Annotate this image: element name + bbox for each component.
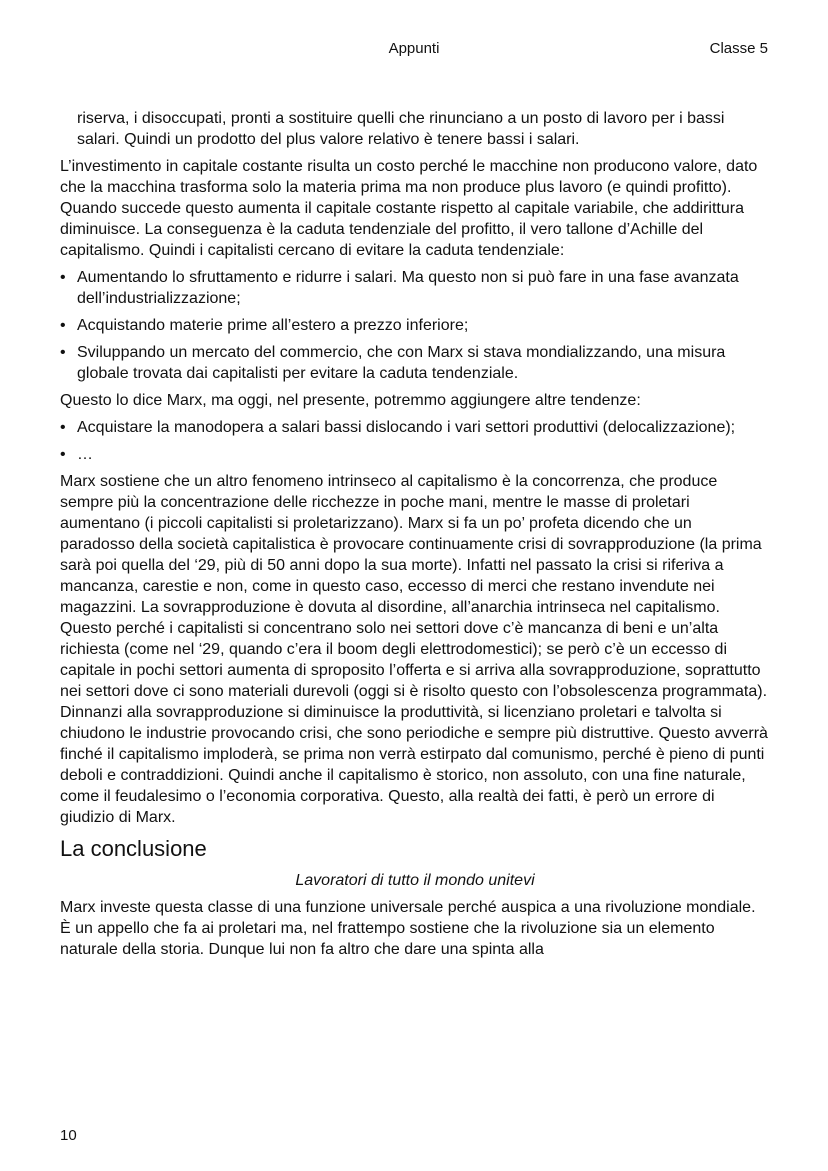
list-item-text: Sviluppando un mercato del commercio, che con Marx si stava mondializzando, una misura globale trovata dai capitalisti per evitare la caduta tendenziale. (77, 344, 726, 382)
bullet-icon: • (60, 269, 66, 286)
bullet-list-capitalist-strategies (60, 267, 770, 384)
bullet-icon: • (60, 344, 66, 361)
bullet-list-modern-tendencies (60, 417, 770, 465)
list-item-text: Acquistare la manodopera a salari bassi dislocando i vari settori produttivi (delocalizzazione); (77, 419, 736, 436)
list-item (60, 315, 770, 336)
list-item (60, 444, 770, 465)
continued-list-item-text: riserva, i disoccupati, pronti a sostituire quelli che rinunciano a un posto di lavoro per i bassi salari. Quindi un prodotto del plus valore relativo è tenere bassi i salari. (77, 110, 725, 148)
list-item-text: Aumentando lo sfruttamento e ridurre i salari. Ma questo non si può fare in una fase avanzata dell’industrializzazione; (77, 269, 739, 307)
list-item (60, 267, 770, 309)
bullet-icon: • (60, 317, 66, 334)
paragraph-modern-tendencies: Questo lo dice Marx, ma oggi, nel presente, potremmo aggiungere altre tendenze: (60, 392, 641, 409)
header-class-label: Classe 5 (709, 40, 768, 57)
list-item-text: Acquistando materie prime all’estero a prezzo inferiore; (77, 317, 469, 334)
section-heading-conclusion: La conclusione (60, 836, 207, 861)
list-item (60, 417, 770, 438)
bullet-icon: • (60, 446, 66, 463)
list-item (60, 342, 770, 384)
page-content (60, 108, 770, 966)
list-item-text: … (77, 446, 93, 463)
paragraph-conclusion: Marx investe questa classe di una funzione universale perché auspica a una rivoluzione mondiale. È un appello che fa ai proletari ma, nel frattempo sostiene che la rivoluzione sia un elemento naturale della storia. Dunque lui non fa altro che dare una spinta alla (60, 899, 756, 958)
page-number: 10 (60, 1127, 77, 1144)
paragraph-overproduction: Marx sostiene che un altro fenomeno intrinseco al capitalismo è la concorrenza, che produce sempre più la concentrazione delle ricchezze in poche mani, mentre le masse di proletari aumentano (i piccoli capitalisti si proletarizzano). Marx si fa un po’ profeta dicendo che un paradosso della società capitalistica è provocare continuamente crisi di sovrapproduzione (la prima sarà poi quella del ‘29, più di 50 anni dopo la sua morte). Infatti nel passato la crisi si riferiva a mancanza, carestie e non, come in questo caso, eccesso di merci che restano invendute nei magazzini. La sovrapproduzione è dovuta al disordine, all’anarchia intrinseca nel capitalismo. Questo perché i capitalisti si concentrano solo nei settori dove c’è mancanza di beni e un’alta richiesta (come nel ‘29, quando c’era il boom degli elettrodomestici); se però c’è un eccesso di capitale in pochi settori aumenta di sproposito l’offerta e si arriva alla sovrapproduzione, soprattutto nei settori dove ci sono materiali durevoli (oggi si è risolto questo con l’obsolescenza programmata). Dinnanzi alla sovrapproduzione si diminuisce la produttività, si licenziano proletari e talvolta si chiudono le industrie provocando crisi, che sono periodiche e sempre più distruttive. Questo avverrà finché il capitalismo imploderà, se prima non verrà estirpato dal comunismo, perché è pieno di punti deboli e contraddizioni. Quindi anche il capitalismo è storico, non assoluto, con una fine naturale, come il feudalesimo o l’economia corporativa. Questo, alla realtà dei fatti, è però un errore di giudizio di Marx. (60, 473, 768, 826)
quote-workers-unite: Lavoratori di tutto il mondo unitevi (295, 872, 535, 889)
paragraph-constant-capital: L’investimento in capitale costante risulta un costo perché le macchine non producono valore, dato che la macchina trasforma solo la materia prima ma non produce plus lavoro (e quindi profitto). Quando succede questo aumenta il capitale costante rispetto al capitale variabile, che addirittura diminuisce. La conseguenza è la caduta tendenziale del profitto, il vero tallone d’Achille del capitalismo. Quindi i capitalisti cercano di evitare la caduta tendenziale: (60, 158, 758, 259)
page-header (0, 40, 828, 60)
header-title: Appunti (388, 40, 440, 57)
bullet-icon: • (60, 419, 66, 436)
